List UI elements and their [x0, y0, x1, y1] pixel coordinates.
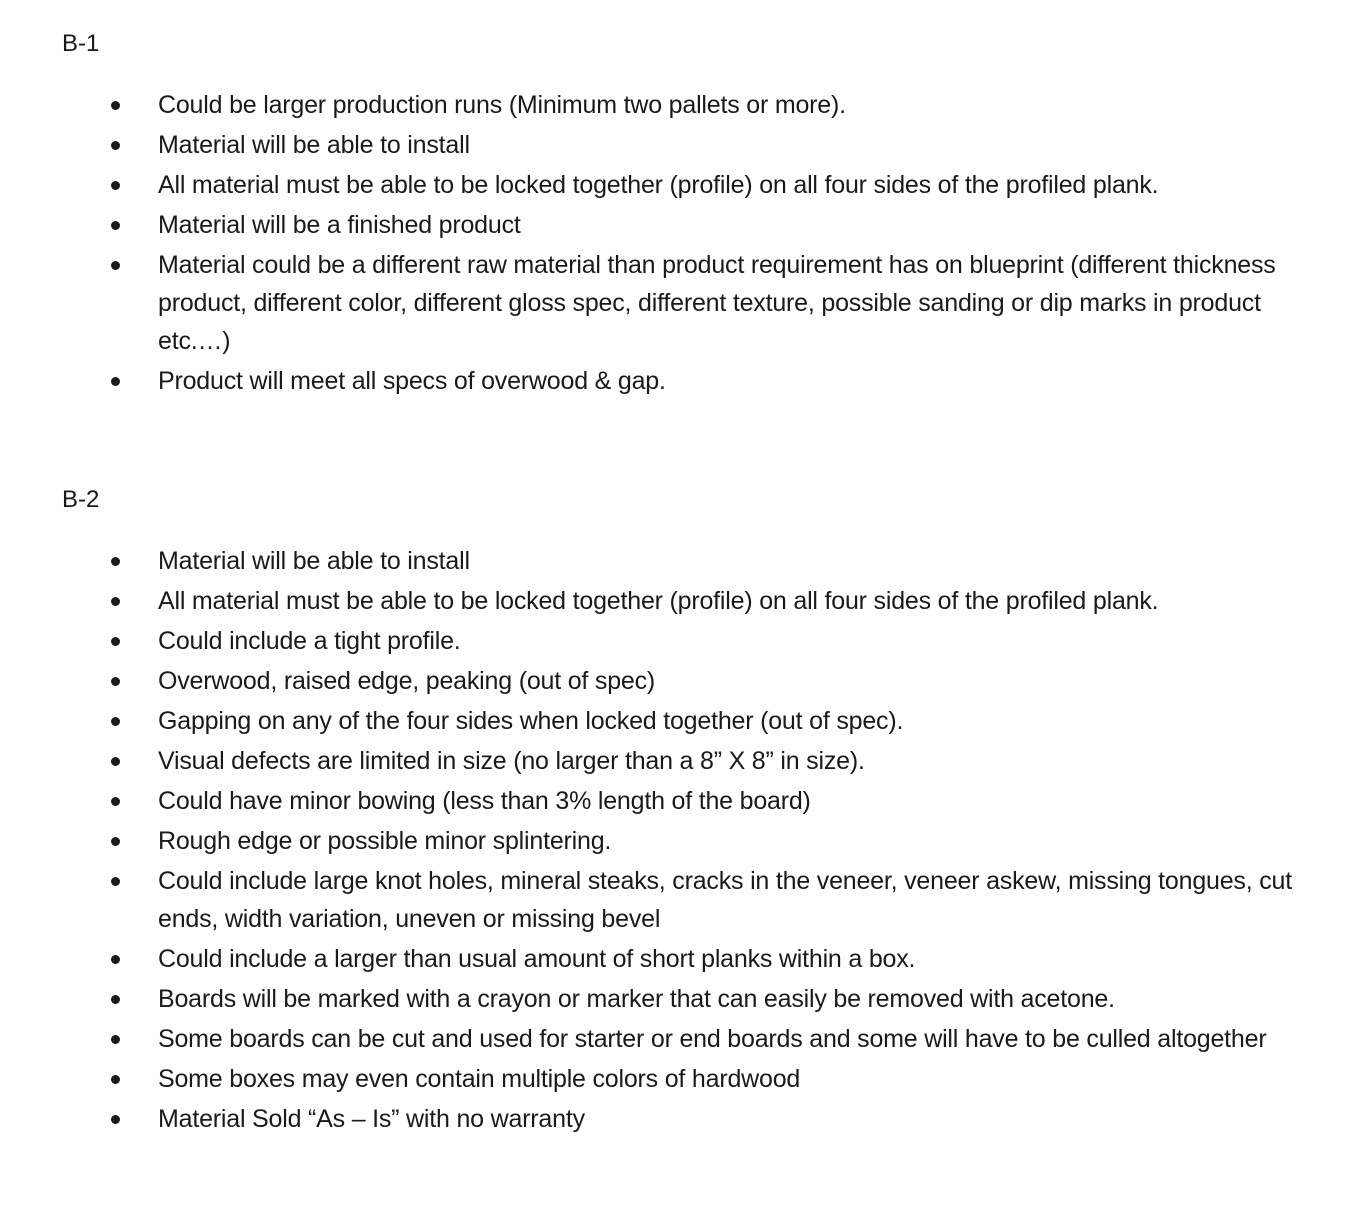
list-item [62, 1020, 1312, 1058]
list-item-text: Gapping on any of the four sides when locked together (out of spec). [158, 707, 904, 735]
list-item-text: Some boxes may even contain multiple colors of hardwood [158, 1065, 801, 1093]
list-item-text: Material Sold “As – Is” with no warranty [158, 1105, 585, 1133]
section-heading: B-1 [62, 30, 100, 57]
list-item-text: Material will be a finished product [158, 211, 521, 239]
section-heading: B-2 [62, 486, 100, 513]
bullet-icon [111, 757, 120, 766]
list-item [62, 362, 1312, 400]
list-item [62, 166, 1312, 204]
list-item-text: Material could be a different raw material than product requirement has on blueprint (different thickness product, different color, different gloss spec, different texture, possible sanding or dip marks in product etc.…) [158, 251, 1276, 355]
list-item [62, 742, 1312, 780]
list-item-text: Boards will be marked with a crayon or marker that can easily be removed with acetone. [158, 985, 1115, 1013]
list-item [62, 822, 1312, 860]
bullet-icon [111, 557, 120, 566]
list-item [62, 1060, 1312, 1098]
list-item [62, 206, 1312, 244]
bullet-icon [111, 717, 120, 726]
bullet-icon [111, 1075, 120, 1084]
list-item-text: Visual defects are limited in size (no larger than a 8” X 8” in size). [158, 747, 865, 775]
list-item-text: All material must be able to be locked together (profile) on all four sides of the profiled plank. [158, 171, 1159, 199]
bullet-icon [111, 597, 120, 606]
bullet-icon [111, 677, 120, 686]
list-item [62, 582, 1312, 620]
bullet-icon [111, 1115, 120, 1124]
list-item-text: Could be larger production runs (Minimum two pallets or more). [158, 91, 846, 119]
bullet-icon [111, 261, 120, 270]
list-item-text: All material must be able to be locked together (profile) on all four sides of the profiled plank. [158, 587, 1159, 615]
list-item [62, 246, 1312, 360]
list-item [62, 940, 1312, 978]
list-item [62, 662, 1312, 700]
section-b1 [62, 28, 1312, 400]
list-item [62, 86, 1312, 124]
list-item-text: Could include a larger than usual amount of short planks within a box. [158, 945, 916, 973]
list-item [62, 622, 1312, 660]
list-item-text: Rough edge or possible minor splintering. [158, 827, 612, 855]
list-item [62, 782, 1312, 820]
bullet-icon [111, 995, 120, 1004]
list-item-text: Could have minor bowing (less than 3% length of the board) [158, 787, 811, 815]
list-item-text: Some boards can be cut and used for starter or end boards and some will have to be culled altogether [158, 1025, 1267, 1053]
list-item-text: Could include large knot holes, mineral steaks, cracks in the veneer, veneer askew, missing tongues, cut ends, width variation, uneven or missing bevel [158, 867, 1292, 933]
bullet-list [62, 542, 1312, 1138]
bullet-list [62, 86, 1312, 400]
bullet-icon [111, 141, 120, 150]
list-item-text: Product will meet all specs of overwood & gap. [158, 367, 666, 395]
list-item [62, 862, 1312, 938]
list-item [62, 702, 1312, 740]
bullet-icon [111, 955, 120, 964]
list-item [62, 126, 1312, 164]
list-item [62, 542, 1312, 580]
bullet-icon [111, 377, 120, 386]
bullet-icon [111, 101, 120, 110]
list-item-text: Material will be able to install [158, 131, 470, 159]
bullet-icon [111, 797, 120, 806]
bullet-icon [111, 837, 120, 846]
list-item-text: Material will be able to install [158, 547, 470, 575]
bullet-icon [111, 221, 120, 230]
bullet-icon [111, 877, 120, 886]
list-item [62, 980, 1312, 1018]
bullet-icon [111, 1035, 120, 1044]
bullet-icon [111, 637, 120, 646]
section-b2 [62, 484, 1312, 1138]
bullet-icon [111, 181, 120, 190]
list-item [62, 1100, 1312, 1138]
list-item-text: Overwood, raised edge, peaking (out of spec) [158, 667, 656, 695]
list-item-text: Could include a tight profile. [158, 627, 461, 655]
